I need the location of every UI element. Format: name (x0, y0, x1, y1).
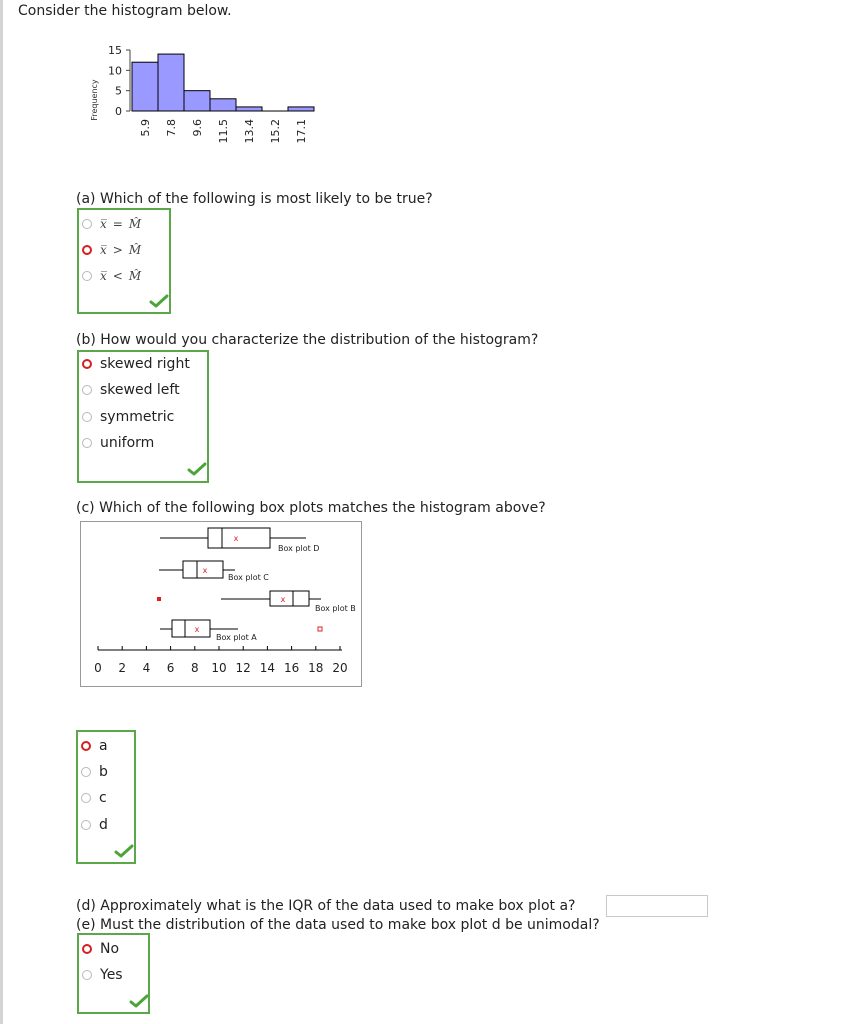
option-c-0[interactable] (81, 738, 108, 754)
mean-marker: x (233, 534, 239, 543)
option-c-3[interactable] (81, 817, 108, 833)
option-label: Yes (100, 967, 123, 983)
option-a-greater[interactable] (82, 243, 141, 257)
radio-button[interactable] (81, 767, 91, 777)
mean-marker: x (202, 566, 208, 575)
boxplot-axis-tick-label: 8 (190, 661, 199, 675)
outlier-marker (157, 597, 161, 601)
option-b-1[interactable] (82, 382, 180, 398)
radio-button[interactable] (81, 793, 91, 803)
option-label: c (99, 790, 107, 806)
option-e-1[interactable] (82, 967, 123, 983)
option-a-equal[interactable] (82, 217, 141, 231)
question-b: (b) How would you characterize the distribution of the histogram? (76, 332, 539, 348)
option-b-0[interactable] (82, 356, 190, 372)
option-label: uniform (100, 435, 155, 451)
boxplot-axis-tick-label: 14 (259, 661, 276, 675)
radio-button[interactable] (82, 219, 92, 229)
radio-button-selected[interactable] (82, 944, 92, 954)
histogram-bar (288, 107, 314, 111)
checkmark-icon (129, 994, 149, 1008)
median-symbol: M̂ (128, 243, 142, 257)
option-a-less[interactable] (82, 269, 141, 283)
option-e-0[interactable] (82, 941, 119, 957)
mean-marker: x (194, 625, 200, 634)
radio-button[interactable] (82, 412, 92, 422)
operator: < (112, 269, 123, 283)
option-label: skewed right (100, 356, 190, 372)
radio-button[interactable] (82, 438, 92, 448)
boxplot-a-label: Box plot A (216, 633, 257, 642)
radio-button[interactable] (82, 271, 92, 281)
histogram-bar (158, 54, 184, 111)
question-c: (c) Which of the following box plots matches the histogram above? (76, 500, 546, 516)
histogram-x-tick-label: 13.4 (243, 119, 256, 144)
option-label: b (99, 764, 108, 780)
boxplot-axis-tick-label: 10 (211, 661, 227, 675)
histogram-x-tick-label: 17.1 (295, 119, 308, 144)
histogram-bar (132, 62, 158, 111)
histogram-x-tick-label: 11.5 (217, 119, 230, 144)
operator: = (112, 217, 123, 231)
boxplot-axis-tick-label: 0 (94, 661, 102, 675)
histogram-bar (184, 91, 210, 111)
option-c-2[interactable] (81, 790, 107, 806)
histogram-x-tick-label: 15.2 (269, 119, 282, 144)
histogram-x-tick-label: 7.8 (165, 119, 178, 137)
median-symbol: M̂ (128, 217, 142, 231)
answer-box-e (77, 933, 150, 1014)
option-b-2[interactable] (82, 409, 174, 425)
boxplot-axis-tick-label: 12 (235, 661, 251, 675)
option-b-3[interactable] (82, 435, 154, 451)
histogram-x-tick-label: 9.6 (191, 119, 204, 137)
histogram-y-tick-label: 10 (108, 64, 122, 78)
option-label: a (99, 738, 108, 754)
question-a: (a) Which of the following is most likely to be true? (76, 191, 433, 207)
radio-button[interactable] (81, 820, 91, 830)
boxplot-axis-tick-label: 18 (308, 661, 324, 675)
answer-box-b (77, 350, 209, 483)
xbar-symbol: x̅ (100, 243, 107, 257)
option-label: No (100, 941, 120, 957)
radio-button-selected[interactable] (82, 245, 92, 255)
boxplot-axis-tick-label: 16 (283, 661, 300, 675)
histogram-y-tick-label: 0 (115, 105, 122, 118)
boxplot-d-label: Box plot D (278, 544, 320, 553)
answer-box-a (77, 208, 171, 314)
boxplots-figure (80, 521, 362, 687)
option-c-1[interactable] (81, 764, 108, 780)
xbar-symbol: x̅ (100, 217, 107, 231)
boxplot-b-label: Box plot B (315, 604, 356, 613)
histogram-y-tick-label: 15 (108, 44, 122, 57)
operator: > (112, 243, 123, 257)
boxplot-axis-tick-label: 2 (118, 661, 127, 675)
answer-box-c (76, 730, 136, 864)
histogram-chart (84, 36, 334, 156)
checkmark-icon (114, 844, 134, 858)
histogram-y-label: Frequency (90, 79, 99, 121)
radio-button-selected[interactable] (81, 741, 91, 751)
xbar-symbol: x̅ (100, 269, 107, 283)
histogram-x-tick-label: 5.9 (139, 119, 152, 137)
boxplot-axis-tick-label: 6 (166, 661, 175, 675)
iqr-input[interactable] (606, 895, 708, 917)
intro-text: Consider the histogram below. (18, 3, 232, 19)
question-d: (d) Approximately what is the IQR of the data used to make box plot a? (76, 898, 576, 914)
mean-marker: x (280, 595, 286, 604)
radio-button-selected[interactable] (82, 359, 92, 369)
checkmark-icon (149, 294, 169, 308)
histogram-bar (210, 99, 236, 111)
boxplot-axis-tick-label: 4 (142, 661, 151, 675)
radio-button[interactable] (82, 385, 92, 395)
option-label: skewed left (100, 382, 180, 398)
boxplot-axis-tick-label: 20 (332, 661, 348, 675)
checkmark-icon (187, 462, 207, 476)
option-label: d (99, 817, 108, 833)
left-border (0, 0, 3, 1024)
median-symbol: M̂ (128, 269, 142, 283)
histogram-y-tick-label: 5 (115, 84, 122, 98)
histogram-bar (236, 107, 262, 111)
radio-button[interactable] (82, 970, 92, 980)
boxplot-c-label: Box plot C (228, 573, 269, 582)
option-label: symmetric (100, 409, 175, 425)
question-e: (e) Must the distribution of the data used to make box plot d be unimodal? (76, 917, 600, 933)
